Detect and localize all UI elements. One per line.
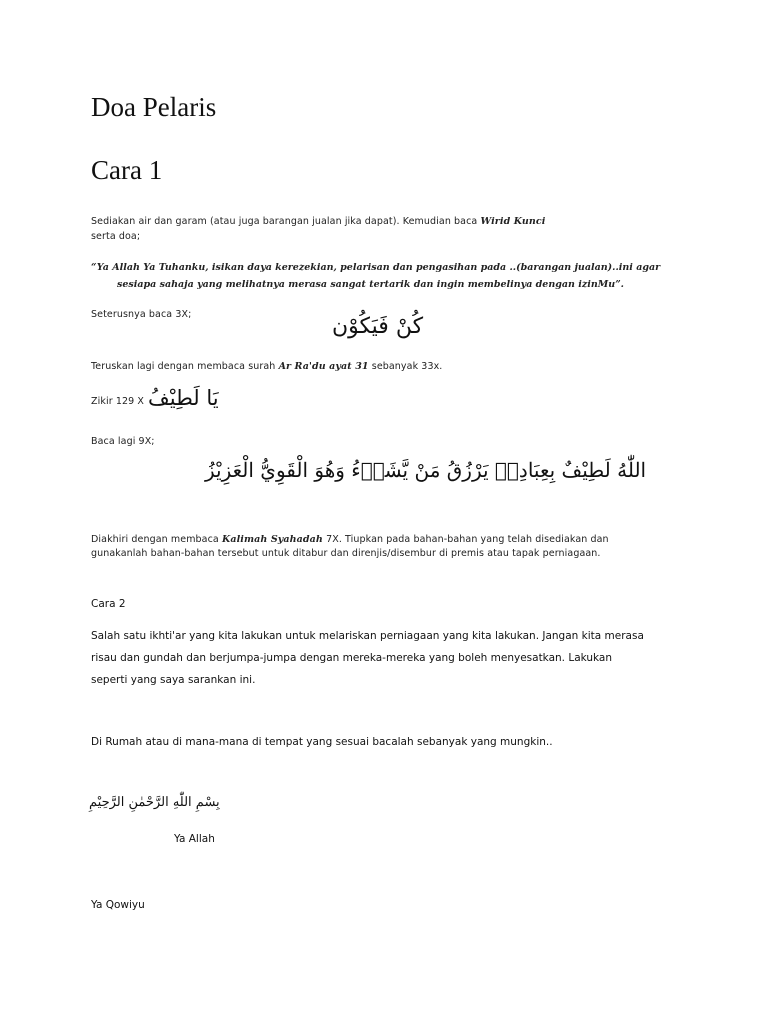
quote-line-2: sesiapa sahaja yang melihatnya merasa sangat tertarik dan ingin membelinya dengan izinMu”. [117, 279, 624, 290]
diakhiri-line-2: gunakanlah bahan-bahan tersebut untuk ditabur dan direnjis/disembur di premis atau tapak perniagaan. [91, 548, 601, 559]
intro-line-1 [91, 216, 546, 227]
baca-lagi-text: Baca lagi 9X; [91, 436, 155, 447]
cara2-line-1: Salah satu ikhti'ar yang kita lakukan untuk melariskan perniagaan yang kita lakukan. Jangan kita merasa [91, 630, 644, 642]
diakhiri-bold-syahadah: Kalimah Syahadah [221, 534, 323, 545]
teruskan-text-b: sebanyak 33x. [371, 361, 443, 372]
quote-line-1 [91, 262, 660, 273]
ya-qowiyu-text: Ya Qowiyu [91, 899, 145, 911]
document-title: Doa Pelaris [91, 92, 217, 122]
zikir-text: Zikir 129 X [91, 396, 144, 407]
teruskan-text-a: Teruskan lagi dengan membaca surah [91, 361, 276, 372]
intro-text: Sediakan air dan garam (atau juga barangan jualan jika dapat). Kemudian baca [91, 216, 478, 227]
diakhiri-line-1 [91, 534, 609, 545]
arabic-kun-fayakun: كُنْ فَيَكُوْن [332, 314, 424, 339]
quote-part-a: “Ya Allah Ya Tuhanku, isikan daya kerezekian, pelarisan dan pengasihan pada .. [91, 262, 517, 273]
cara2-line-2: risau dan gundah dan berjumpa-jumpa dengan mereka-mereka yang boleh menyesatkan. Lakukan [91, 652, 613, 664]
arabic-ayat: اللّٰهُ لَطِيْفٌ بِعِبَادِهٖ يَرْزُقُ مَنْ يَّشَاۤءُ وَهُوَ الْقَوِيُّ الْعَزِيْزُ [205, 458, 647, 482]
quote-part-c: ..ini agar [612, 262, 661, 273]
intro-bold-wirid: Wirid Kunci [480, 216, 546, 227]
cara2-line-3: seperti yang saya sarankan ini. [91, 674, 256, 686]
arabic-ya-latif: يَا لَطِيْفُ [148, 386, 219, 410]
cara1-heading: Cara 1 [91, 155, 163, 185]
arabic-bismillah: بِسْمِ اللّٰهِ الرَّحْمٰنِ الرَّحِيْمِ [89, 795, 220, 810]
cara2-heading: Cara 2 [91, 598, 126, 610]
teruskan-bold-surah: Ar Ra'du ayat 31 [278, 361, 369, 372]
cara2-paragraph [91, 625, 731, 691]
seterusnya-text: Seterusnya baca 3X; [91, 309, 192, 320]
ya-allah-text: Ya Allah [174, 833, 215, 845]
diakhiri-text-a: Diakhiri dengan membaca [91, 534, 219, 545]
intro-line-2: serta doa; [91, 231, 141, 242]
diakhiri-text-b: 7X. Tiupkan pada bahan-bahan yang telah disediakan dan [326, 534, 609, 545]
teruskan-line [91, 361, 442, 372]
quote-part-b: (barangan jualan) [516, 262, 613, 273]
di-rumah-text: Di Rumah atau di mana-mana di tempat yang sesuai bacalah sebanyak yang mungkin.. [91, 736, 553, 748]
